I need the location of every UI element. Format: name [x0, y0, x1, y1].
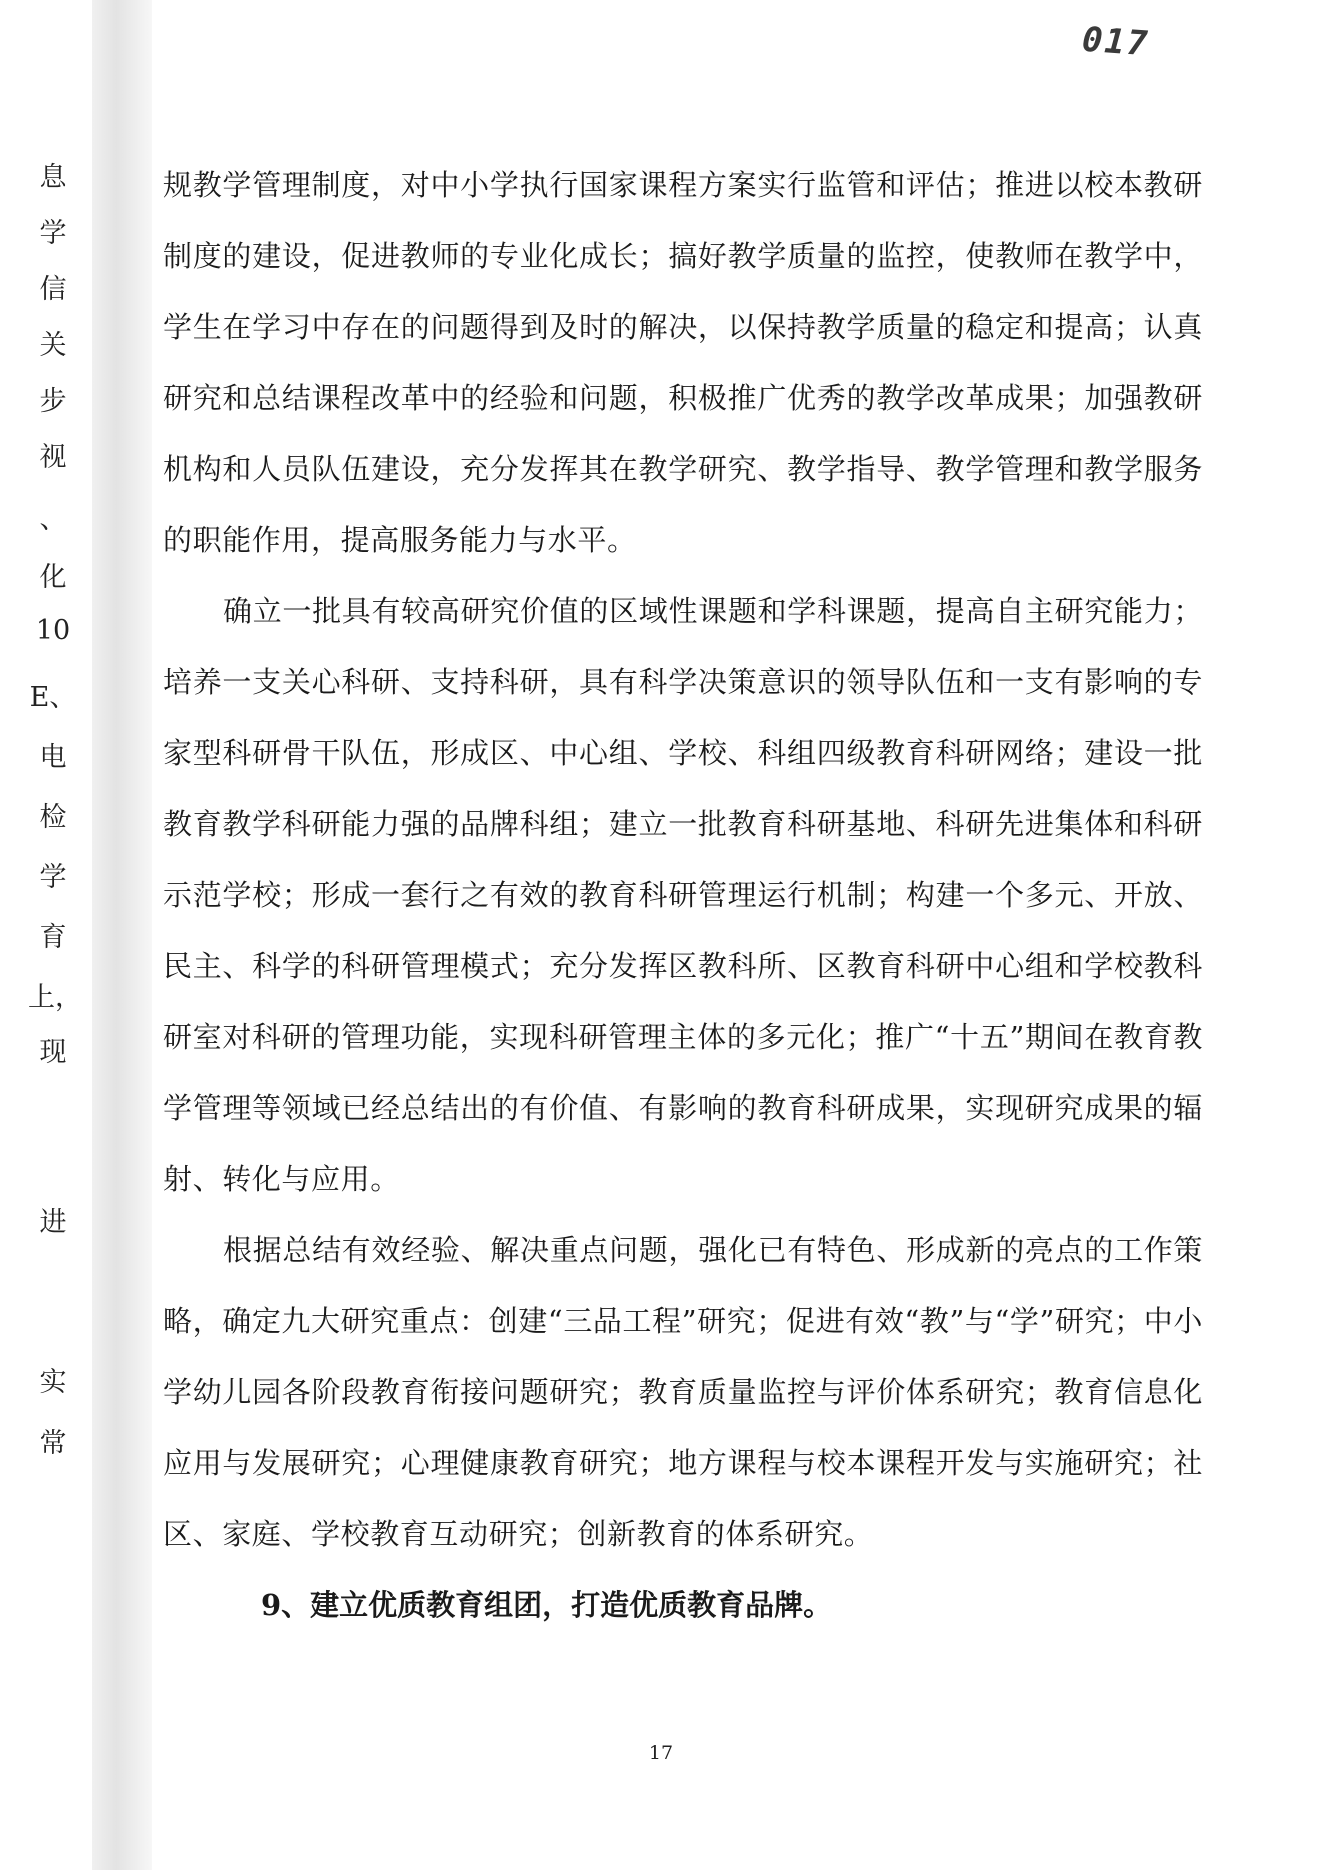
margin-char: 育 [39, 922, 67, 953]
document-body [163, 150, 1203, 1641]
section-heading-9: 9、建立优质教育组团，打造优质教育品牌。 [261, 1588, 833, 1622]
margin-char: 步 [39, 386, 67, 417]
paragraph-research-priorities: 根据总结有效经验、解决重点问题，强化已有特色、形成新的亮点的工作策略，确定九大研究重点：创建“三品工程”研究；促进有效“教”与“学”研究；中小学幼儿园各阶段教育衔接问题研究；教育质量监控与评价体系研究；教育信息化应用与发展研究；心理健康教育研究；地方课程与校本课程开发与实施研究；社区、家庭、学校教育互动研究；创新教育的体系研究。 [163, 1233, 1203, 1551]
margin-char: 进 [39, 1207, 67, 1238]
margin-char: 常 [39, 1428, 67, 1459]
margin-char: 、 [39, 504, 67, 535]
margin-char: 视 [39, 442, 67, 473]
margin-char: 电 [39, 742, 67, 773]
paragraph-research-topics: 确立一批具有较高研究价值的区域性课题和学科课题，提高自主研究能力；培养一支关心科研、支持科研，具有科学决策意识的领导队伍和一支有影响的专家型科研骨干队伍，形成区、中心组、学校、科组四级教育科研网络；建设一批教育教学科研能力强的品牌科组；建立一批教育科研基地、科研先进集体和科研示范学校；形成一套行之有效的教育科研管理运行机制；构建一个多元、开放、民主、科学的科研管理模式；充分发挥区教科所、区教育科研中心组和学校教科研室对科研的管理功能，实现科研管理主体的多元化；推广“十五”期间在教育教学管理等领域已经总结出的有价值、有影响的教育科研成果，实现研究成果的辐射、转化与应用。 [163, 594, 1203, 1196]
margin-char: 化 [39, 562, 67, 593]
margin-char: 关 [39, 330, 67, 361]
margin-char: 实 [39, 1367, 67, 1398]
margin-char: 上， [28, 982, 82, 1013]
margin-char: 信 [39, 274, 67, 305]
margin-char: 学 [39, 218, 67, 249]
paragraph-teaching-management: 规教学管理制度，对中小学执行国家课程方案实行监管和评估；推进以校本教研制度的建设，促进教师的专业化成长；搞好教学质量的监控，使教师在教学中，学生在学习中存在的问题得到及时的解决，以保持教学质量的稳定和提高；认真研究和总结课程改革中的经验和问题，积极推广优秀的教学改革成果；加强教研机构和人员队伍建设，充分发挥其在教学研究、教学指导、教学管理和教学服务的职能作用，提高服务能力与水平。 [163, 168, 1203, 557]
margin-char: 学 [39, 862, 67, 893]
margin-char: 现 [39, 1037, 67, 1068]
margin-char: 10 [35, 615, 71, 646]
archive-stamp-number: 017 [1080, 19, 1151, 65]
margin-char: 息 [39, 162, 67, 193]
page-number: 17 [648, 1742, 674, 1764]
binding-shadow [92, 0, 152, 1870]
margin-text-column [28, 155, 82, 1655]
margin-char: 检 [39, 802, 67, 833]
margin-char: E、 [29, 682, 77, 713]
